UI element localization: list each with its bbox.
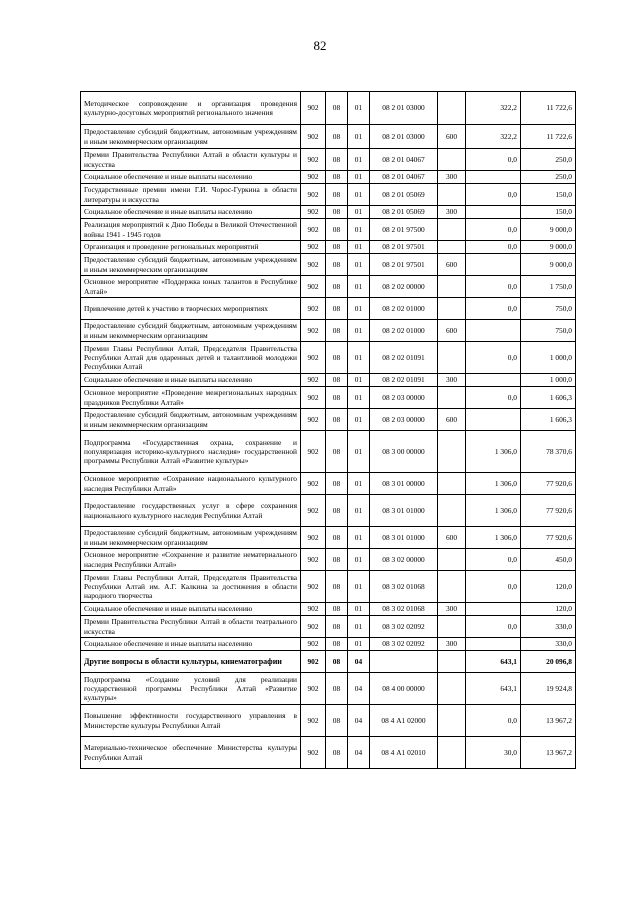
row-name: Государственные премии имени Г.И. Чорос-Гуркина в области литературы и искусства [81,184,301,206]
row-vr [438,298,466,320]
row-sum-1: 0,0 [466,184,521,206]
row-name: Повышение эффективности государственного управления в Министерстве культуры Республики Алтай [81,705,301,737]
row-pr: 01 [348,320,370,342]
row-sum-2: 330,0 [521,638,576,651]
row-sum-2: 150,0 [521,206,576,219]
table-row [81,705,576,737]
table-row [81,342,576,374]
table-row [81,737,576,769]
row-name: Подпрограмма «Создание условий для реализации государственной программы Республики Алтай «Развитие культуры» [81,673,301,705]
row-sum-2: 78 370,6 [521,431,576,473]
row-csr: 08 3 02 01068 [370,571,438,603]
row-gr: 902 [301,705,326,737]
row-vr [438,431,466,473]
row-sum-1: 0,0 [466,705,521,737]
row-name: Основное мероприятие «Сохранение и развитие нематериального наследия Республики Алтай» [81,549,301,571]
row-csr: 08 2 02 01091 [370,342,438,374]
row-rz: 08 [326,705,348,737]
row-rz: 08 [326,320,348,342]
table-row [81,125,576,149]
row-csr: 08 3 02 01068 [370,603,438,616]
row-name: Другие вопросы в области культуры, кинематографии [81,651,301,673]
row-sum-1: 0,0 [466,241,521,254]
row-gr: 902 [301,527,326,549]
row-name: Методическое сопровождение и организация проведения культурно-досуговых мероприятий регионального значения [81,92,301,125]
row-name: Предоставление субсидий бюджетным, автономным учреждениям и иным некоммерческим организациям [81,409,301,431]
row-pr: 01 [348,409,370,431]
row-rz: 08 [326,171,348,184]
row-rz: 08 [326,298,348,320]
row-rz: 08 [326,495,348,527]
row-csr: 08 3 02 02092 [370,616,438,638]
row-pr: 01 [348,603,370,616]
row-pr: 01 [348,527,370,549]
row-csr: 08 2 01 97501 [370,241,438,254]
row-pr: 01 [348,219,370,241]
row-name: Материально-техническое обеспечение Министерства культуры Республики Алтай [81,737,301,769]
row-sum-1 [466,603,521,616]
table-row [81,387,576,409]
row-gr: 902 [301,495,326,527]
row-vr: 600 [438,409,466,431]
row-csr: 08 2 03 00000 [370,409,438,431]
row-sum-2: 77 920,6 [521,495,576,527]
row-name: Основное мероприятие «Проведение межрегиональных народных праздников Республики Алтай» [81,387,301,409]
row-name: Премии Правительства Республики Алтай в области культуры и искусства [81,149,301,171]
row-pr: 01 [348,616,370,638]
table-row [81,298,576,320]
row-pr: 01 [348,171,370,184]
row-vr: 600 [438,527,466,549]
row-csr: 08 2 01 97501 [370,254,438,276]
row-gr: 902 [301,241,326,254]
row-sum-1 [466,171,521,184]
row-sum-1: 0,0 [466,298,521,320]
row-sum-2: 9 000,0 [521,241,576,254]
row-name: Премии Главы Республики Алтай, Председателя Правительства Республики Алтай для одаренных детей и талантливой молодежи Республики Алтай [81,342,301,374]
row-sum-1: 643,1 [466,673,521,705]
row-gr: 902 [301,603,326,616]
row-rz: 08 [326,276,348,298]
row-sum-2: 77 920,6 [521,527,576,549]
row-vr [438,342,466,374]
table-row [81,92,576,125]
row-name: Организация и проведение региональных мероприятий [81,241,301,254]
row-pr: 01 [348,276,370,298]
row-gr: 902 [301,320,326,342]
row-rz: 08 [326,616,348,638]
row-sum-2: 120,0 [521,571,576,603]
row-gr: 902 [301,149,326,171]
row-name: Социальное обеспечение и иные выплаты населению [81,638,301,651]
table-row [81,254,576,276]
row-name: Предоставление субсидий бюджетным, автономным учреждениям и иным некоммерческим организациям [81,527,301,549]
table-row [81,149,576,171]
row-rz: 08 [326,473,348,495]
row-sum-2: 250,0 [521,171,576,184]
row-csr: 08 3 02 02092 [370,638,438,651]
row-gr: 902 [301,737,326,769]
row-sum-1: 322,2 [466,92,521,125]
row-rz: 08 [326,219,348,241]
row-pr: 01 [348,241,370,254]
row-name: Предоставление субсидий бюджетным, автономным учреждениям и иным некоммерческим организациям [81,320,301,342]
budget-table [80,91,576,769]
row-name: Премии Правительства Республики Алтай в области театрального искусства [81,616,301,638]
row-pr: 01 [348,387,370,409]
row-sum-1: 0,0 [466,219,521,241]
row-csr: 08 2 02 00000 [370,276,438,298]
row-rz: 08 [326,603,348,616]
row-name: Социальное обеспечение и иные выплаты населению [81,206,301,219]
row-csr: 08 2 01 04067 [370,149,438,171]
row-vr [438,616,466,638]
row-pr: 01 [348,254,370,276]
row-sum-1: 0,0 [466,616,521,638]
row-rz: 08 [326,125,348,149]
table-row [81,651,576,673]
row-rz: 08 [326,184,348,206]
row-name: Подпрограмма «Государственная охрана, сохранение и популяризация историко-культурного наследия» государственной программы Республики Алтай «Развитие культуры» [81,431,301,473]
row-sum-2: 330,0 [521,616,576,638]
row-csr: 08 4 А1 02010 [370,737,438,769]
row-sum-1: 0,0 [466,387,521,409]
row-sum-1: 30,0 [466,737,521,769]
row-csr: 08 2 01 03000 [370,92,438,125]
table-row [81,320,576,342]
row-rz: 08 [326,206,348,219]
row-vr [438,673,466,705]
row-vr: 600 [438,125,466,149]
row-sum-1: 643,1 [466,651,521,673]
row-sum-2: 13 967,2 [521,705,576,737]
row-sum-2: 120,0 [521,603,576,616]
row-gr: 902 [301,342,326,374]
row-sum-1: 0,0 [466,149,521,171]
row-sum-2: 150,0 [521,184,576,206]
row-vr: 300 [438,638,466,651]
row-pr: 01 [348,184,370,206]
row-sum-2: 1 606,3 [521,409,576,431]
row-rz: 08 [326,409,348,431]
table-row [81,171,576,184]
row-vr [438,495,466,527]
table-row [81,495,576,527]
row-sum-2: 750,0 [521,298,576,320]
row-vr [438,473,466,495]
row-csr: 08 2 02 01000 [370,298,438,320]
row-pr: 01 [348,206,370,219]
row-sum-1: 322,2 [466,125,521,149]
row-gr: 902 [301,254,326,276]
row-csr: 08 3 00 00000 [370,431,438,473]
row-sum-2: 13 967,2 [521,737,576,769]
row-sum-2: 1 750,0 [521,276,576,298]
row-name: Реализация мероприятий к Дню Победы в Великой Отечественной войны 1941 - 1945 годов [81,219,301,241]
table-row [81,409,576,431]
row-name: Премии Главы Республики Алтай, Председателя Правительства Республики Алтай им. А.Г. Калкина за достижения в области народного творчества [81,571,301,603]
row-csr [370,651,438,673]
row-csr: 08 4 А1 02000 [370,705,438,737]
row-sum-2: 20 096,8 [521,651,576,673]
row-sum-1: 1 306,0 [466,495,521,527]
row-sum-2: 9 000,0 [521,219,576,241]
row-pr: 01 [348,149,370,171]
row-csr: 08 2 02 01000 [370,320,438,342]
row-vr: 600 [438,320,466,342]
row-sum-1: 1 306,0 [466,431,521,473]
row-name: Социальное обеспечение и иные выплаты населению [81,603,301,616]
row-name: Предоставление субсидий бюджетным, автономным учреждениям и иным некоммерческим организациям [81,125,301,149]
row-name: Привлечение детей к участию в творческих мероприятиях [81,298,301,320]
table-row [81,206,576,219]
row-vr [438,241,466,254]
row-pr: 04 [348,737,370,769]
table-row [81,549,576,571]
row-gr: 902 [301,125,326,149]
row-sum-1 [466,409,521,431]
row-sum-2: 250,0 [521,149,576,171]
row-vr: 300 [438,603,466,616]
row-sum-1: 0,0 [466,571,521,603]
row-rz: 08 [326,571,348,603]
row-gr: 902 [301,638,326,651]
row-pr: 01 [348,92,370,125]
row-sum-1 [466,638,521,651]
row-sum-1: 0,0 [466,276,521,298]
table-row [81,638,576,651]
row-pr: 01 [348,431,370,473]
row-sum-2: 77 920,6 [521,473,576,495]
table-row [81,673,576,705]
row-pr: 01 [348,342,370,374]
row-pr: 01 [348,571,370,603]
row-csr: 08 3 01 01000 [370,527,438,549]
table-row [81,219,576,241]
row-pr: 04 [348,651,370,673]
row-sum-1 [466,374,521,387]
row-rz: 08 [326,431,348,473]
row-sum-2: 1 000,0 [521,374,576,387]
row-gr: 902 [301,387,326,409]
page-number: 82 [313,38,327,53]
row-vr [438,549,466,571]
row-csr: 08 2 01 05069 [370,206,438,219]
row-vr: 600 [438,254,466,276]
table-row [81,241,576,254]
row-sum-2: 11 722,6 [521,125,576,149]
table-row [81,603,576,616]
row-gr: 902 [301,298,326,320]
row-rz: 08 [326,241,348,254]
row-csr: 08 4 00 00000 [370,673,438,705]
row-sum-1: 1 306,0 [466,527,521,549]
row-vr: 300 [438,171,466,184]
row-sum-2: 9 000,0 [521,254,576,276]
row-pr: 01 [348,495,370,527]
row-pr: 04 [348,705,370,737]
row-gr: 902 [301,184,326,206]
row-csr: 08 2 01 04067 [370,171,438,184]
row-sum-1 [466,254,521,276]
row-csr: 08 2 03 00000 [370,387,438,409]
row-vr [438,387,466,409]
row-sum-1: 1 306,0 [466,473,521,495]
row-gr: 902 [301,651,326,673]
row-rz: 08 [326,254,348,276]
row-csr: 08 3 01 00000 [370,473,438,495]
row-gr: 902 [301,409,326,431]
row-gr: 902 [301,171,326,184]
row-rz: 08 [326,638,348,651]
row-csr: 08 2 02 01091 [370,374,438,387]
row-sum-2: 11 722,6 [521,92,576,125]
row-gr: 902 [301,206,326,219]
row-rz: 08 [326,374,348,387]
row-rz: 08 [326,342,348,374]
row-vr [438,184,466,206]
row-name: Основное мероприятие «Поддержка юных талантов в Республике Алтай» [81,276,301,298]
row-csr: 08 2 01 05069 [370,184,438,206]
row-name: Социальное обеспечение и иные выплаты населению [81,374,301,387]
table-row [81,473,576,495]
row-gr: 902 [301,276,326,298]
row-pr: 01 [348,125,370,149]
row-gr: 902 [301,571,326,603]
row-rz: 08 [326,149,348,171]
row-csr: 08 2 01 03000 [370,125,438,149]
row-sum-2: 19 924,8 [521,673,576,705]
table-row [81,571,576,603]
row-vr [438,571,466,603]
row-gr: 902 [301,374,326,387]
row-sum-1: 0,0 [466,342,521,374]
row-vr [438,737,466,769]
row-gr: 902 [301,473,326,495]
row-gr: 902 [301,549,326,571]
table-row [81,616,576,638]
row-name: Предоставление субсидий бюджетным, автономным учреждениям и иным некоммерческим организациям [81,254,301,276]
row-sum-1: 0,0 [466,549,521,571]
row-sum-1 [466,320,521,342]
row-name: Основное мероприятие «Сохранение национального культурного наследия Республики Алтай» [81,473,301,495]
row-rz: 08 [326,527,348,549]
row-pr: 01 [348,638,370,651]
row-vr: 300 [438,206,466,219]
row-pr: 01 [348,298,370,320]
row-vr [438,92,466,125]
row-sum-2: 1 606,3 [521,387,576,409]
row-vr [438,276,466,298]
row-pr: 04 [348,673,370,705]
table-row [81,431,576,473]
row-sum-2: 1 000,0 [521,342,576,374]
row-vr [438,651,466,673]
row-rz: 08 [326,651,348,673]
row-vr: 300 [438,374,466,387]
row-rz: 08 [326,737,348,769]
row-vr [438,705,466,737]
row-csr: 08 3 01 01000 [370,495,438,527]
row-gr: 902 [301,673,326,705]
row-name: Предоставление государственных услуг в сфере сохранения национального культурного наследия Республики Алтай [81,495,301,527]
row-gr: 902 [301,219,326,241]
row-rz: 08 [326,549,348,571]
row-sum-1 [466,206,521,219]
row-pr: 01 [348,374,370,387]
row-rz: 08 [326,92,348,125]
row-rz: 08 [326,673,348,705]
row-pr: 01 [348,473,370,495]
row-vr [438,219,466,241]
row-gr: 902 [301,616,326,638]
row-vr [438,149,466,171]
row-name: Социальное обеспечение и иные выплаты населению [81,171,301,184]
row-csr: 08 3 02 00000 [370,549,438,571]
row-sum-2: 450,0 [521,549,576,571]
table-row [81,527,576,549]
row-rz: 08 [326,387,348,409]
row-gr: 902 [301,431,326,473]
row-pr: 01 [348,549,370,571]
table-row [81,276,576,298]
row-gr: 902 [301,92,326,125]
row-sum-2: 750,0 [521,320,576,342]
row-csr: 08 2 01 97500 [370,219,438,241]
table-row [81,184,576,206]
table-row [81,374,576,387]
